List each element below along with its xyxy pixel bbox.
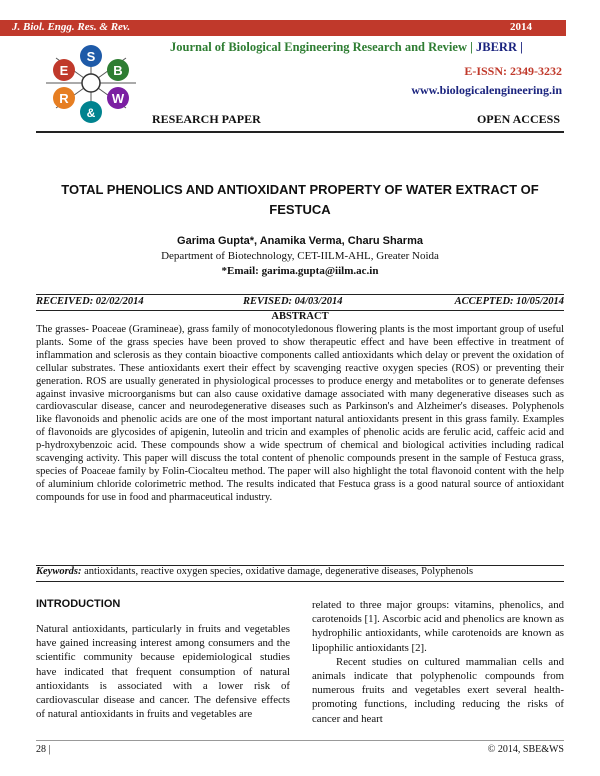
logo-letter: W — [111, 91, 125, 106]
body-column-left: Natural antioxidants, particularly in fruits and vegetables have gained increasing interest among consumers and the scientific community because epidemiological studies have indicated that frequent consumption of natural antioxidants is associated with a lower risk of cardiovascular disease and cancer. The defensive effects of natural antioxidants in fruits and vegetables are — [36, 623, 290, 721]
logo-letter: B — [113, 63, 123, 78]
revised-date: REVISED: 04/03/2014 — [243, 296, 343, 307]
corresponding-email: *Email: garima.gupta@iilm.ac.in — [221, 265, 379, 277]
keywords-list: antioxidants, reactive oxygen species, oxidative damage, degenerative diseases, Polyphenols — [81, 566, 474, 577]
section-heading-introduction: INTRODUCTION — [36, 598, 121, 610]
journal-name — [170, 40, 523, 55]
accepted-date: ACCEPTED: 10/05/2014 — [454, 296, 564, 307]
logo-circle — [53, 87, 75, 109]
logo-letter: R — [59, 91, 69, 106]
logo-circle — [107, 59, 129, 81]
banner-journal-abbrev: J. Biol. Engg. Res. & Rev. — [12, 21, 131, 33]
logo-circle — [80, 45, 102, 67]
journal-website-link[interactable]: www.biologicalengineering.in — [411, 83, 562, 97]
journal-logo-icon — [38, 40, 143, 125]
abstract-heading: ABSTRACT — [271, 311, 329, 322]
eissn: E-ISSN: 2349-3232 — [464, 64, 562, 78]
dates-divider — [36, 294, 564, 295]
received-date: RECEIVED: 02/02/2014 — [36, 296, 144, 307]
article-title: TOTAL PHENOLICS AND ANTIOXIDANT PROPERTY OF WATER EXTRACT OF FESTUCA — [61, 182, 539, 217]
keywords-divider — [36, 581, 564, 582]
journal-abbrev: JBERR | — [472, 40, 523, 54]
body-paragraph: Recent studies on cultured mammalian cells and animals indicate that polyphenolic compounds from numerous fruits and vegetables exert several health-promoting functions, including reducing the risks of cancer and heart — [312, 655, 564, 725]
logo-circle — [53, 59, 75, 81]
keywords-line — [36, 566, 564, 577]
logo-letter: & — [86, 106, 96, 120]
body-paragraph: related to three major groups: vitamins, phenolics, and carotenoids [1]. Ascorbic acid and phenolics are known as hydrophilic antioxidants, while carotenoids are known as lipophilic antioxidants [2]. — [312, 599, 564, 654]
body-column-right — [312, 598, 564, 726]
journal-name-text: Journal of Biological Engineering Research and Review | — [170, 40, 473, 54]
copyright-notice: © 2014, SBE&WS — [487, 744, 564, 755]
paper-type-label: RESEARCH PAPER — [152, 112, 261, 126]
keywords-label: Keywords: — [36, 566, 82, 577]
logo-circle — [80, 101, 102, 123]
page-number: 28 | — [36, 744, 51, 755]
abstract-text: The grasses- Poaceae (Gramineae), grass family of monocotyledonous flowering plants is the most important group of useful plants. Some of the grass species have been proved to show therapeutic effect and have been effective in treatment of inflammation and sclerosis as they contain bioactive components called antioxidants which delay or prevent the oxidation of cellular substrates. These antioxidants exert their effect by scavenging reactive oxygen species (ROS) or preventing their generation. ROS are usually generated in physiological processes to produce energy and metabolites or to generate defenses against invasive microorganisms but can also cause oxidative damage associated with many degenerative diseases such as cardiovascular disease, cancer and neurodegenerative diseases such as Parkinson's and Alzheimer's diseases. Polyphenols like flavonoids and phenolic acids are one of the most important natural antioxidants present in this grass family. Examples of flavonoids are glycosides of apigenin, luteolin and tricin and examples of phenolic acids are ferulic acid, caffeic acid and p-hydroxybenzoic acid. These compounds show a wide spectrum of chemical and biological activities including radical scavenging activity. This paper will discuss the total content of phenolic compounds present in the sample of Festuca grass, species of Poaceae family by Folin-Ciocalteu method. The paper will also highlight the total flavonoid content with the help of aluminium chloride colorimetric method. The results indicated that Festuca grass is a good natural source of antioxidant compounds for use in food and pharmaceutical industry. — [36, 324, 564, 503]
affiliation: Department of Biotechnology, CET-IILM-AHL, Greater Noida — [161, 250, 439, 262]
author-list: Garima Gupta*, Anamika Verma, Charu Sharma — [177, 235, 423, 247]
logo-letter: E — [59, 63, 69, 78]
logo-circle — [107, 87, 129, 109]
header-divider — [36, 131, 564, 133]
logo-letter: S — [86, 49, 96, 64]
open-access-label: OPEN ACCESS — [476, 112, 560, 126]
footer-divider — [36, 740, 564, 741]
banner-year: 2014 — [510, 21, 532, 33]
